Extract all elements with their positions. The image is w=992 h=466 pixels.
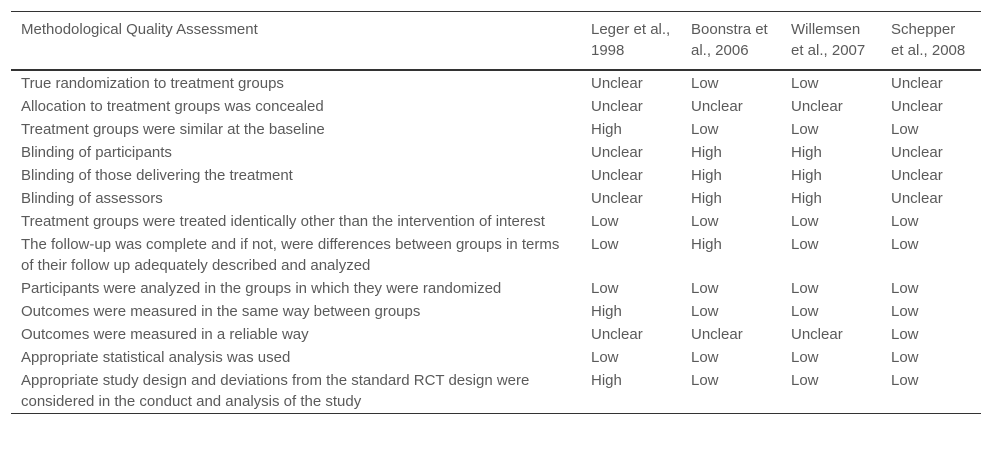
- rating-cell: Unclear: [591, 326, 643, 343]
- criterion-cell: Treatment groups were similar at the baseline: [21, 121, 325, 138]
- table-row: [11, 118, 981, 141]
- rating-cell: Low: [791, 236, 819, 253]
- table-row: [11, 164, 981, 187]
- header-row: [11, 12, 981, 71]
- rating-cell: Low: [891, 303, 919, 320]
- rating-cell: High: [791, 144, 822, 161]
- rating-cell: Low: [891, 236, 919, 253]
- criterion-cell: Treatment groups were treated identically other than the intervention of interest: [21, 213, 545, 230]
- rating-cell: Low: [891, 349, 919, 366]
- rating-cell: Unclear: [891, 75, 943, 92]
- rating-cell: Unclear: [591, 75, 643, 92]
- rating-cell: Low: [691, 349, 719, 366]
- criterion-cell: Blinding of those delivering the treatment: [21, 167, 293, 184]
- rating-cell: Unclear: [591, 98, 643, 115]
- rating-cell: Low: [791, 121, 819, 138]
- table-row: [11, 70, 981, 95]
- rating-cell: High: [791, 167, 822, 184]
- rating-cell: Low: [891, 280, 919, 297]
- rating-cell: Low: [591, 213, 619, 230]
- table-body: [11, 70, 981, 414]
- rating-cell: Low: [791, 75, 819, 92]
- rating-cell: Unclear: [591, 190, 643, 207]
- rating-cell: Low: [891, 372, 919, 389]
- rating-cell: Low: [791, 280, 819, 297]
- table-row: [11, 95, 981, 118]
- criterion-cell: True randomization to treatment groups: [21, 75, 284, 92]
- rating-cell: Low: [691, 303, 719, 320]
- rating-cell: Unclear: [591, 144, 643, 161]
- rating-cell: High: [591, 121, 622, 138]
- rating-cell: Unclear: [791, 98, 843, 115]
- rating-cell: Low: [891, 213, 919, 230]
- rating-cell: Low: [691, 280, 719, 297]
- table-row: [11, 300, 981, 323]
- rating-cell: Unclear: [891, 167, 943, 184]
- rating-cell: Low: [691, 372, 719, 389]
- rating-cell: High: [691, 167, 722, 184]
- rating-cell: Low: [691, 121, 719, 138]
- header-leger-1998: Leger et al., 1998: [591, 21, 671, 59]
- rating-cell: Unclear: [891, 98, 943, 115]
- header-willemsen-2007: Willemsen et al., 2007: [791, 21, 866, 59]
- rating-cell: Low: [691, 75, 719, 92]
- table-row: [11, 187, 981, 210]
- rating-cell: Unclear: [591, 167, 643, 184]
- criterion-cell: The follow-up was complete and if not, were differences between groups in terms of their follow up adequately described and analyzed: [21, 236, 560, 274]
- rating-cell: Low: [691, 213, 719, 230]
- rating-cell: Low: [891, 326, 919, 343]
- criterion-cell: Allocation to treatment groups was concealed: [21, 98, 324, 115]
- criterion-cell: Appropriate study design and deviations from the standard RCT design were considered in the conduct and analysis of the study: [21, 372, 530, 410]
- rating-cell: Low: [591, 236, 619, 253]
- rating-cell: Low: [891, 121, 919, 138]
- criterion-cell: Appropriate statistical analysis was used: [21, 349, 291, 366]
- rating-cell: High: [691, 190, 722, 207]
- rating-cell: Low: [591, 349, 619, 366]
- table-row: [11, 369, 981, 414]
- rating-cell: Low: [791, 213, 819, 230]
- table-header: [11, 12, 981, 71]
- table-row: [11, 277, 981, 300]
- criterion-cell: Blinding of assessors: [21, 190, 163, 207]
- rating-cell: High: [591, 372, 622, 389]
- rating-cell: Unclear: [891, 144, 943, 161]
- table-row: [11, 210, 981, 233]
- criterion-cell: Participants were analyzed in the groups in which they were randomized: [21, 280, 502, 297]
- rating-cell: Unclear: [691, 98, 743, 115]
- rating-cell: Low: [791, 303, 819, 320]
- header-assessment: Methodological Quality Assessment: [21, 21, 258, 38]
- table-row: [11, 233, 981, 277]
- rating-cell: High: [791, 190, 822, 207]
- rating-cell: High: [591, 303, 622, 320]
- rating-cell: Unclear: [791, 326, 843, 343]
- quality-assessment-table: [11, 11, 981, 414]
- criterion-cell: Outcomes were measured in the same way between groups: [21, 303, 421, 320]
- header-boonstra-2006: Boonstra et al., 2006: [691, 21, 768, 59]
- criterion-cell: Outcomes were measured in a reliable way: [21, 326, 309, 343]
- criterion-cell: Blinding of participants: [21, 144, 172, 161]
- header-schepper-2008: Schepper et al., 2008: [891, 21, 966, 59]
- rating-cell: Low: [791, 349, 819, 366]
- table-row: [11, 346, 981, 369]
- quality-assessment-table-container: [11, 11, 981, 414]
- rating-cell: Unclear: [691, 326, 743, 343]
- rating-cell: High: [691, 144, 722, 161]
- table-row: [11, 323, 981, 346]
- rating-cell: Low: [591, 280, 619, 297]
- table-row: [11, 141, 981, 164]
- rating-cell: High: [691, 236, 722, 253]
- rating-cell: Unclear: [891, 190, 943, 207]
- rating-cell: Low: [791, 372, 819, 389]
